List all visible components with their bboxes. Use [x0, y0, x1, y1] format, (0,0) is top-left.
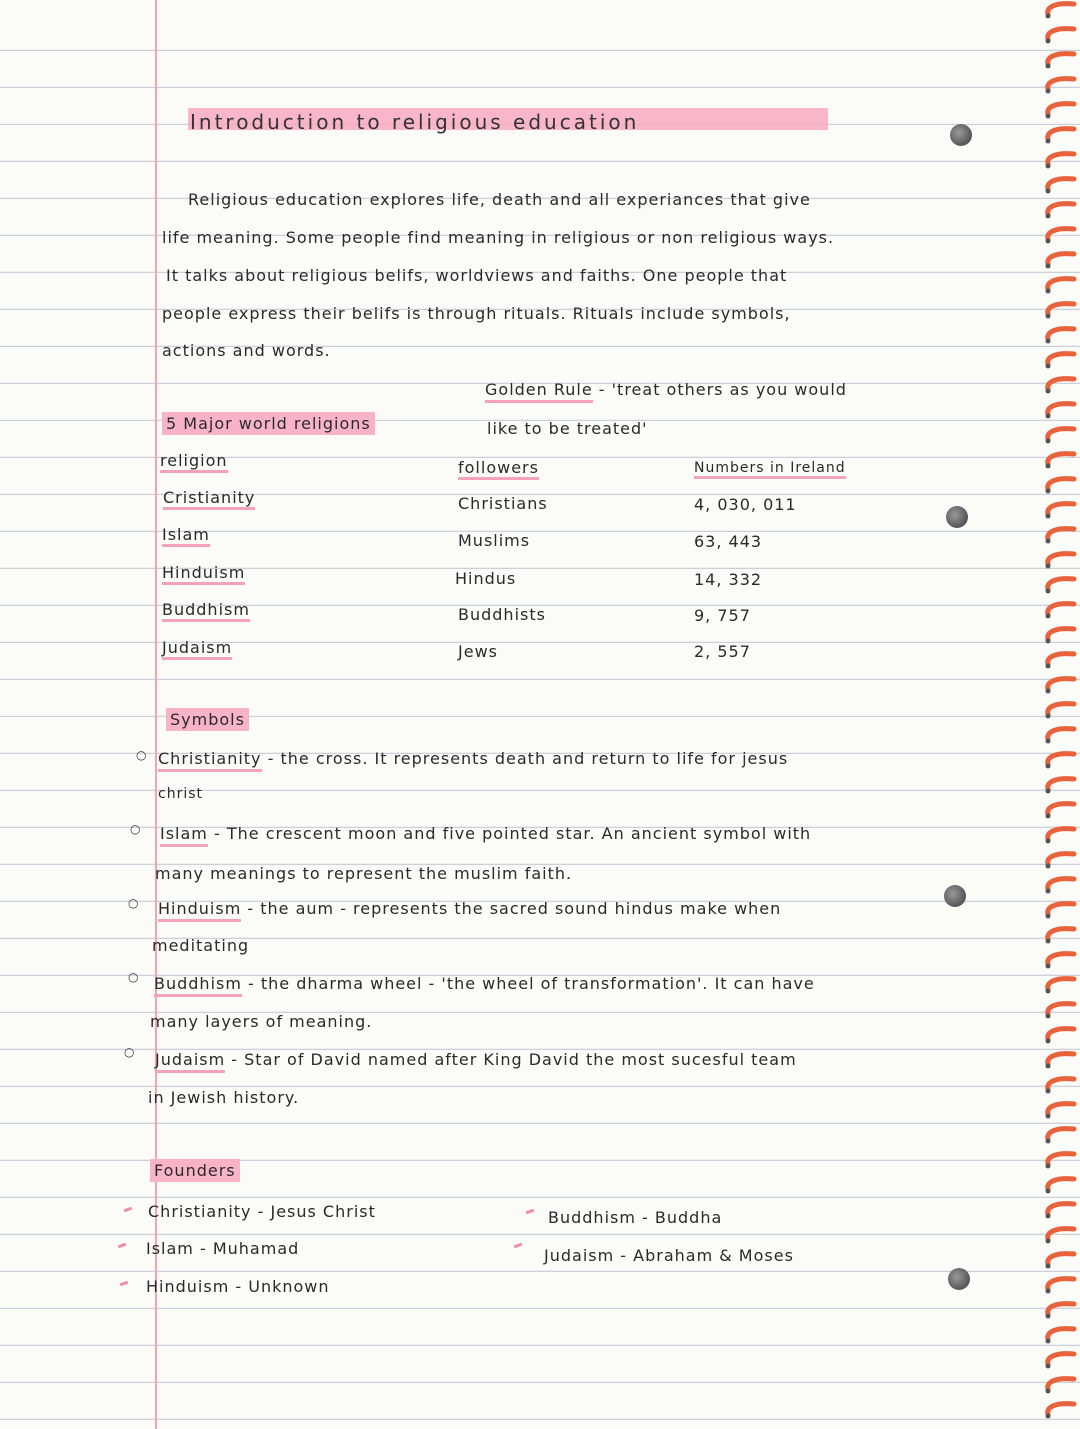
spiral-hole — [1046, 564, 1051, 569]
table-cell-religion: Cristianity — [163, 490, 255, 510]
spiral-coil — [1048, 229, 1074, 239]
spiral-hole — [1046, 239, 1051, 244]
religions-heading: 5 Major world religions — [162, 416, 375, 432]
spiral-coil — [1048, 754, 1074, 764]
table-cell-religion: Buddhism — [162, 602, 250, 622]
table-cell-number: 4, 030, 011 — [694, 495, 797, 514]
golden-rule-text: - 'treat others as you would — [598, 380, 847, 399]
founder-item: Hinduism - Unknown — [146, 1277, 330, 1296]
spiral-hole — [1046, 439, 1051, 444]
spiral-coil — [1048, 504, 1074, 514]
spiral-coil — [1048, 129, 1074, 139]
column-header-numbers: Numbers in Ireland — [694, 461, 846, 479]
spiral-coil — [1048, 379, 1074, 389]
spiral-hole — [1046, 1339, 1051, 1344]
spiral-hole — [1046, 39, 1051, 44]
founder-item: Islam - Muhamad — [146, 1239, 300, 1258]
spiral-coil — [1048, 254, 1074, 264]
spiral-coil — [1048, 929, 1074, 939]
spiral-hole — [1046, 789, 1051, 794]
symbol-item-cont: many layers of meaning. — [150, 1012, 373, 1031]
table-cell-followers: Hindus — [455, 569, 517, 588]
spiral-hole — [1046, 1064, 1051, 1069]
founders-heading: Founders — [150, 1163, 240, 1179]
spiral-hole — [1046, 339, 1051, 344]
spiral-hole — [1046, 164, 1051, 169]
spiral-hole — [1046, 914, 1051, 919]
table-cell-religion: Islam — [162, 527, 210, 547]
intro-line-3: It talks about religious belifs, worldviews and faiths. One people that — [166, 266, 788, 285]
intro-line-5: actions and words. — [162, 341, 331, 360]
spiral-hole — [1046, 289, 1051, 294]
spiral-hole — [1046, 89, 1051, 94]
bullet-icon: ○ — [128, 896, 139, 910]
spiral-hole — [1046, 589, 1051, 594]
spiral-hole — [1046, 14, 1051, 19]
spiral-hole — [1046, 664, 1051, 669]
spiral-hole — [1046, 189, 1051, 194]
spiral-hole — [1046, 389, 1051, 394]
symbol-item-cont: in Jewish history. — [148, 1088, 300, 1107]
table-cell-followers: Buddhists — [458, 605, 546, 624]
table-cell-number: 9, 757 — [694, 606, 751, 625]
spiral-coil — [1048, 979, 1074, 989]
symbol-item-cont: meditating — [152, 936, 250, 955]
spiral-coil — [1048, 579, 1074, 589]
symbol-item: Hinduism - the aum - represents the sacred sound hindus make when — [158, 901, 781, 917]
column-header-followers: followers — [458, 460, 539, 480]
spiral-coil — [1048, 1179, 1074, 1189]
symbol-item: Buddhism - the dharma wheel - 'the wheel of transformation'. It can have — [154, 976, 815, 992]
spiral-hole — [1046, 614, 1051, 619]
spiral-hole — [1046, 1314, 1051, 1319]
intro-line-1: Religious education explores life, death and all experiances that give — [188, 190, 811, 209]
spiral-coil — [1048, 404, 1074, 414]
spiral-coil — [1048, 79, 1074, 89]
column-header-religion: religion — [160, 453, 228, 473]
punch-hole — [950, 124, 972, 146]
spiral-coil — [1048, 4, 1074, 14]
spiral-coil — [1048, 654, 1074, 664]
table-cell-followers: Muslims — [458, 531, 531, 550]
spiral-hole — [1046, 1189, 1051, 1194]
spiral-hole — [1046, 964, 1051, 969]
punch-hole — [944, 885, 966, 907]
spiral-coil — [1048, 1004, 1074, 1014]
spiral-coil — [1048, 1304, 1074, 1314]
spiral-coil — [1048, 554, 1074, 564]
spiral-coil — [1048, 304, 1074, 314]
spiral-coil — [1048, 454, 1074, 464]
spiral-coil — [1048, 779, 1074, 789]
spiral-coil — [1048, 829, 1074, 839]
spiral-hole — [1046, 539, 1051, 544]
spiral-coil — [1048, 879, 1074, 889]
spiral-coil — [1048, 479, 1074, 489]
spiral-coil — [1048, 854, 1074, 864]
golden-rule-line-2: like to be treated' — [487, 419, 648, 438]
spiral-coil — [1048, 529, 1074, 539]
spiral-coil — [1048, 1204, 1074, 1214]
founder-item: Buddhism - Buddha — [548, 1208, 723, 1227]
bullet-dash-icon — [118, 1243, 127, 1249]
spiral-coil — [1048, 604, 1074, 614]
spiral-coil — [1048, 629, 1074, 639]
spiral-hole — [1046, 1289, 1051, 1294]
spiral-hole — [1046, 1364, 1051, 1369]
spiral-hole — [1046, 364, 1051, 369]
spiral-hole — [1046, 1414, 1051, 1419]
spiral-hole — [1046, 489, 1051, 494]
spiral-hole — [1046, 1214, 1051, 1219]
spiral-coil — [1048, 1354, 1074, 1364]
spiral-coil — [1048, 679, 1074, 689]
spiral-coil — [1048, 704, 1074, 714]
spiral-coil — [1048, 1029, 1074, 1039]
spiral-hole — [1046, 64, 1051, 69]
spiral-coil — [1048, 904, 1074, 914]
spiral-coil — [1048, 1379, 1074, 1389]
spiral-coil — [1048, 954, 1074, 964]
spiral-coil — [1048, 1054, 1074, 1064]
symbol-item-cont: christ — [158, 786, 203, 802]
spiral-coil — [1048, 154, 1074, 164]
spiral-hole — [1046, 139, 1051, 144]
spiral-hole — [1046, 1014, 1051, 1019]
symbols-heading: Symbols — [166, 712, 249, 728]
founder-item: Judaism - Abraham & Moses — [544, 1246, 794, 1265]
spiral-coil — [1048, 354, 1074, 364]
spiral-hole — [1046, 514, 1051, 519]
table-cell-number: 63, 443 — [694, 532, 763, 551]
bullet-icon: ○ — [128, 970, 139, 984]
bullet-dash-icon — [120, 1281, 129, 1287]
spiral-coil — [1048, 29, 1074, 39]
intro-line-2: life meaning. Some people find meaning in religious or non religious ways. — [162, 228, 835, 247]
table-cell-number: 14, 332 — [694, 570, 763, 589]
symbol-item-cont: many meanings to represent the muslim faith. — [155, 864, 573, 883]
table-cell-followers: Christians — [458, 494, 548, 513]
spiral-hole — [1046, 1239, 1051, 1244]
spiral-coil — [1048, 279, 1074, 289]
spiral-coil — [1048, 329, 1074, 339]
spiral-coil — [1048, 1229, 1074, 1239]
spiral-hole — [1046, 114, 1051, 119]
spiral-hole — [1046, 1039, 1051, 1044]
bullet-icon: ○ — [136, 748, 147, 762]
spiral-coil — [1048, 1254, 1074, 1264]
founder-item: Christianity - Jesus Christ — [148, 1202, 376, 1221]
spiral-coil — [1048, 729, 1074, 739]
symbol-item: Christianity - the cross. It represents death and return to life for jesus — [158, 751, 788, 767]
spiral-hole — [1046, 214, 1051, 219]
page-title: Introduction to religious education — [190, 110, 640, 134]
spiral-hole — [1046, 689, 1051, 694]
spiral-coil — [1048, 1104, 1074, 1114]
spiral-coil — [1048, 1329, 1074, 1339]
intro-line-4: people express their belifs is through rituals. Rituals include symbols, — [162, 304, 791, 323]
spiral-hole — [1046, 1139, 1051, 1144]
spiral-coil — [1048, 104, 1074, 114]
spiral-hole — [1046, 1089, 1051, 1094]
spiral-coil — [1048, 804, 1074, 814]
spiral-binding — [1034, 0, 1080, 1429]
spiral-hole — [1046, 764, 1051, 769]
spiral-hole — [1046, 1164, 1051, 1169]
spiral-hole — [1046, 989, 1051, 994]
spiral-coil — [1048, 1154, 1074, 1164]
table-cell-religion: Judaism — [162, 640, 232, 660]
spiral-coil — [1048, 1404, 1074, 1414]
spiral-hole — [1046, 1389, 1051, 1394]
spiral-hole — [1046, 864, 1051, 869]
spiral-hole — [1046, 1114, 1051, 1119]
bullet-icon: ○ — [130, 822, 141, 836]
spiral-coil — [1048, 54, 1074, 64]
symbol-item: Judaism - Star of David named after King David the most sucesful team — [155, 1052, 797, 1068]
spiral-coil — [1048, 1079, 1074, 1089]
spiral-coil — [1048, 179, 1074, 189]
spiral-hole — [1046, 464, 1051, 469]
spiral-hole — [1046, 1264, 1051, 1269]
spiral-coil — [1048, 1279, 1074, 1289]
golden-rule-label: Golden Rule — [485, 380, 593, 403]
symbol-item: Islam - The crescent moon and five pointed star. An ancient symbol with — [160, 826, 811, 842]
spiral-hole — [1046, 714, 1051, 719]
golden-rule-line-1 — [485, 382, 847, 398]
bullet-dash-icon — [514, 1243, 523, 1249]
table-cell-religion: Hinduism — [162, 565, 245, 585]
spiral-coil — [1048, 1129, 1074, 1139]
spiral-hole — [1046, 939, 1051, 944]
table-cell-number: 2, 557 — [694, 642, 751, 661]
spiral-hole — [1046, 814, 1051, 819]
bullet-icon: ○ — [124, 1045, 135, 1059]
spiral-hole — [1046, 314, 1051, 319]
bullet-dash-icon — [124, 1207, 133, 1213]
spiral-hole — [1046, 639, 1051, 644]
punch-hole — [946, 506, 968, 528]
table-cell-followers: Jews — [458, 642, 498, 661]
spiral-coil — [1048, 429, 1074, 439]
spiral-hole — [1046, 889, 1051, 894]
bullet-dash-icon — [526, 1209, 535, 1215]
spiral-coil — [1048, 204, 1074, 214]
spiral-hole — [1046, 414, 1051, 419]
punch-hole — [948, 1268, 970, 1290]
spiral-hole — [1046, 264, 1051, 269]
spiral-hole — [1046, 839, 1051, 844]
spiral-hole — [1046, 739, 1051, 744]
